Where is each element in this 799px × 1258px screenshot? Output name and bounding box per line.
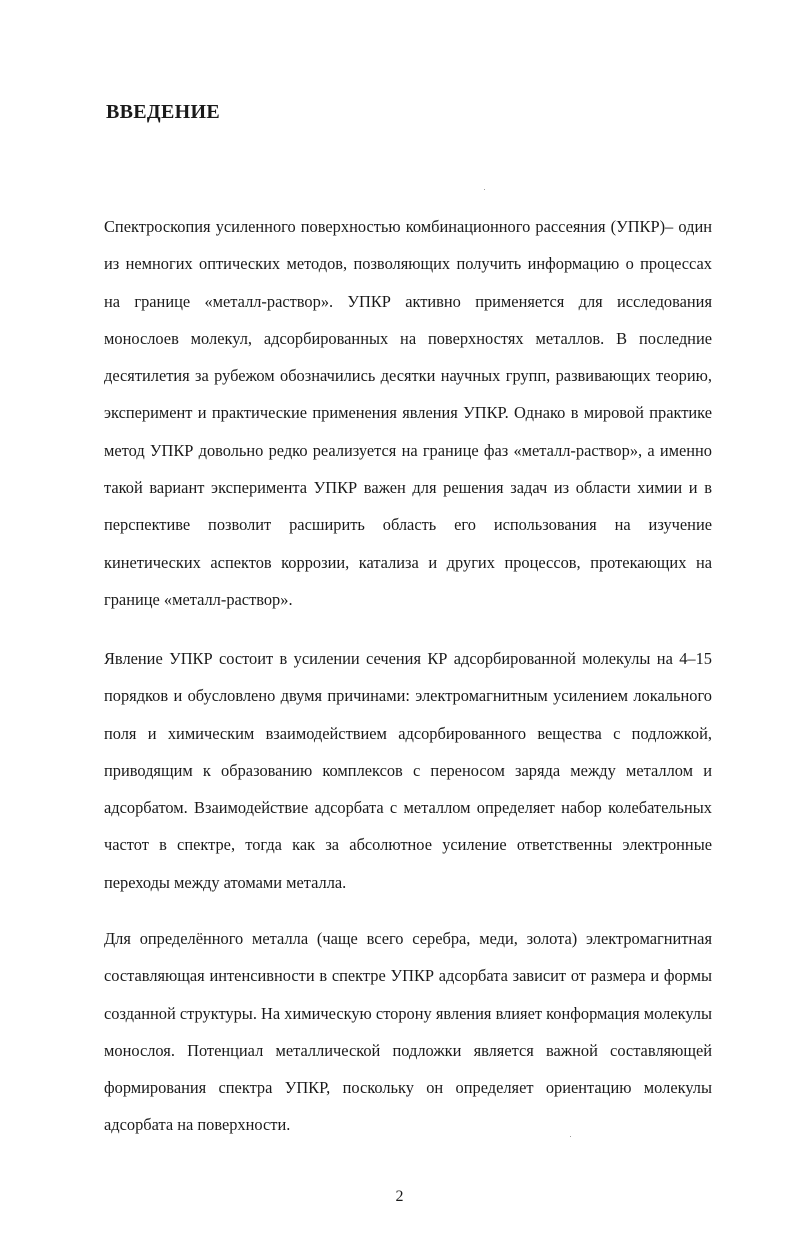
page-number: 2 — [395, 1188, 404, 1205]
paragraph-metal-structure: Для определённого металла (чаще всего серебра, меди, золота) электромагнитная составляющая интенсивности в спектре УПКР адсорбата зависит от размера и формы созданной структуры. На химическую сторону явления влияет конформация молекулы монослоя. Потенциал металлической подложки является важной составляющей формирования спектра УПКР, поскольку он определяет ориентацию молекулы адсорбата на поверхности. — [104, 929, 712, 1135]
paragraph-phenomenon: Явление УПКР состоит в усилении сечения КР адсорбированной молекулы на 4–15 порядков и обусловлено двумя причинами: электромагнитным усилением локального поля и химическим взаимодействием адсорбированного вещества с подложкой, приводящим к образованию комплексов с переносом заряда между металлом и адсорбатом. Взаимодействие адсорбата с металлом определяет набор колебательных частот в спектре, тогда как за абсолютное усиление ответственны электронные переходы между атомами металла. — [104, 649, 712, 892]
scan-speck — [570, 1136, 571, 1137]
scan-speck — [484, 189, 485, 190]
section-heading: ВВЕДЕНИЕ — [106, 101, 220, 123]
paragraph-intro: Спектроскопия усиленного поверхностью комбинационного рассеяния (УПКР)– один из немногих оптических методов, позволяющих получить информацию о процессах на границе «металл-раствор». УПКР активно применяется для исследования монослоев молекул, адсорбированных на поверхностях металлов. В последние десятилетия за рубежом обозначились десятки научных групп, развивающих теорию, эксперимент и практические применения явления УПКР. Однако в мировой практике метод УПКР довольно редко реализуется на границе фаз «металл-раствор», а именно такой вариант эксперимента УПКР важен для решения задач из области химии и в перспективе позволит расширить область его использования на изучение кинетических аспектов коррозии, катализа и других процессов, протекающих на границе «металл-раствор». — [104, 217, 712, 609]
